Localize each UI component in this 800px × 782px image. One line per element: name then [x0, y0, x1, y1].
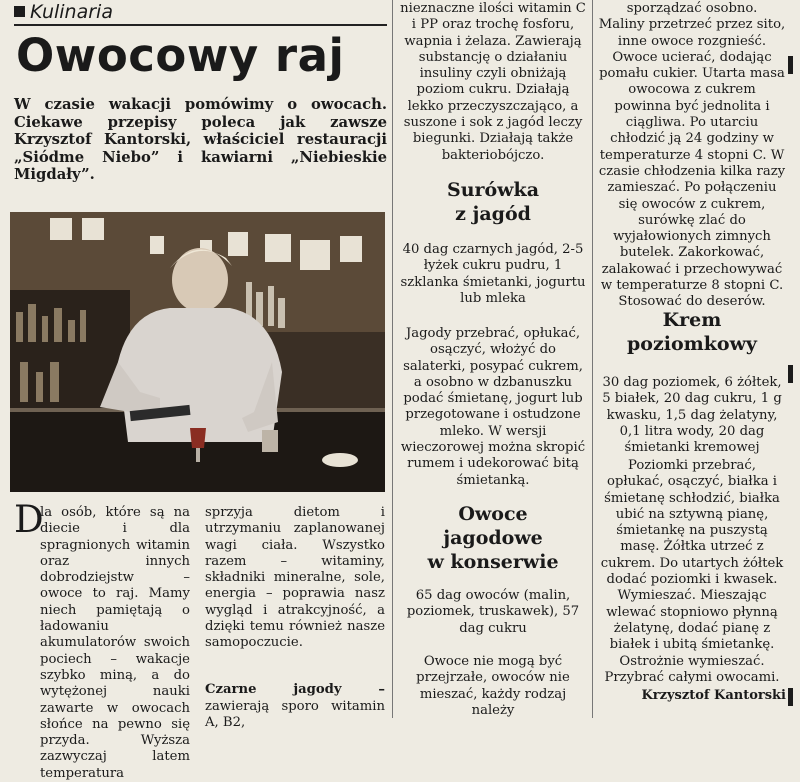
margin-mark [788, 365, 793, 383]
col4-top-text: sporządzać osobno. Maliny przetrzeć przez sito, inne owoce rozgnieść. Owoce ucierać, dodając pomału cukier. Utarta masa owocowa z cukrem powinna być jednolita i ciągliwa. Po utarciu chłodzić ją 24 godziny w temperaturze 4 stopni C. W czasie chłodzenia kilka razy zamieszać. Po połączeniu się owoców z cukrem, surówkę zlać do wyjałowionych zimnych butelek. Zakorkować, zalakować i przechowywać w temperaturze 8 stopni C. Stosować do deserów. [598, 1, 786, 310]
surowka-method: Jagody przebrać, opłukać, osączyć, włożyć do salaterki, posypać cukrem, a osobno w dzbanuszku podać śmietanę, jogurt lub przegotowane i ostudzone mleko. W wersji wieczorowej można skropić rumem i udekorować bitą śmietanką. [400, 326, 586, 488]
lead-paragraph: W czasie wakacji pomówimy o owocach. Ciekawe przepisy poleca jak zawsze Krzysztof Kantorski, właściciel restauracji „Siódme Niebo” i kawiarni „Niebieskie Migdały”. [14, 96, 387, 184]
column-rule-1 [392, 0, 393, 718]
dropcap: D [14, 498, 44, 541]
photo-illustration [10, 212, 385, 492]
col3-top-text: nieznaczne ilości witamin C i PP oraz trochę fosforu, wapnia i żelaza. Zawierają substancję o działaniu insuliny czyli obniżają poziom cukru. Działają lekko przeczyszczająco, a suszone i sok z jagód leczy biegunki. Działają także bakteriobójczo. [400, 1, 586, 163]
section-marker [14, 6, 25, 17]
margin-mark [788, 688, 793, 706]
czarne-jagody-paragraph [205, 666, 385, 731]
section-rule [14, 24, 387, 26]
krem-title: Krem poziomkowy [627, 309, 757, 355]
krem-method: Poziomki przebrać, opłukać, osączyć, białka i śmietanę schłodzić, białka ubić na sztywną pianę, śmietankę na puszystą masę. Żółtka utrzeć z cukrem. Do utartych żółtek dodać poziomki i kwasek. Wymieszać. Mieszając wlewać stopniowo płynną żelatynę, dodać pianę z białek i ubitą śmietankę. Ostrożnie wymieszać. Przybrać całymi owocami. [600, 458, 784, 685]
czarne-jagody-title: Czarne jagody – [205, 682, 385, 698]
surowka-title: Surówka z jagód [446, 179, 540, 225]
krem-ingredients: 30 dag poziomek, 6 żółtek, 5 białek, 20 dag cukru, 1 g kwasku, 1,5 dag żelatyny, 0,1 litra wody, 20 dag śmietanki kremowej [602, 375, 782, 456]
body-left-column-1: la osób, które są na diecie i dla spragnionych witamin oraz innych dobrodziejstw – owoce to raj. Mamy niech pamiętają o ładowaniu akumulatorów swoich pociech – wakacje szybko miną, a do wytężonej nauki zawarte w owocach słońce na pewno się przyda. Wyższa zazwyczaj latem temperatura [40, 505, 190, 781]
owoce-ingredients: 65 dag owoców (malin, poziomek, truskawek), 57 dag cukru [406, 588, 580, 636]
czarne-jagody-text: zawierają sporo witamin A, B2, [205, 698, 385, 730]
photo [10, 212, 385, 492]
author-signature: Krzysztof Kantorski [641, 688, 786, 703]
surowka-ingredients: 40 dag czarnych jagód, 2-5 łyżek cukru pudru, 1 szklanka śmietanki, jogurtu lub mleka [400, 242, 586, 306]
body-left-column-2: sprzyja dietom i utrzymaniu zaplanowanej wagi ciała. Wszystko razem – witaminy, składniki mineralne, sole, energia – poprawia nasz wygląd i atrakcyjność, a dzięki temu również nasze samopoczucie. [205, 505, 385, 651]
section-label: Kulinaria [30, 1, 113, 23]
headline: Owocowy raj [16, 29, 345, 82]
owoce-title: Owoce jagodowe w konserwie [427, 503, 559, 573]
owoce-method: Owoce nie mogą być przejrzałe, owoców nie mieszać, każdy rodzaj należy [416, 654, 570, 718]
column-rule-2 [592, 0, 593, 718]
margin-mark [788, 56, 793, 74]
